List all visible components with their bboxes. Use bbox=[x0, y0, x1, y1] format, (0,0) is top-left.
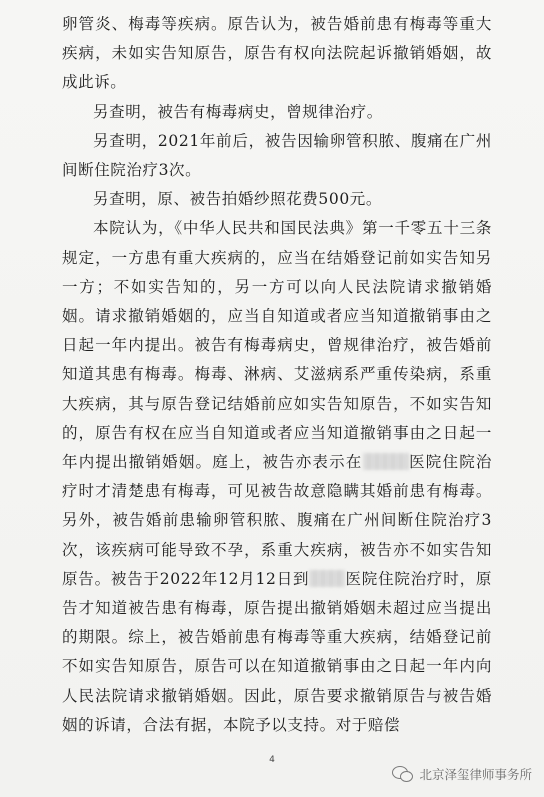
paragraph-wedding-photo-cost: 另查明，原、被告拍婚纱照花费500元。 bbox=[93, 190, 382, 209]
document-body bbox=[62, 10, 492, 740]
court-opinion-part-2: 医院住院治疗时才清楚患有梅毒，可见被告故意隐瞒其婚前患有梅毒。另外，被告婚前患输卵管积脓、腹痛在广州间断住院治疗3次，该疾病可能导致不孕，系重大疾病，被告亦不如实告知原告。被告于2022年12月12日到 bbox=[62, 453, 492, 588]
redacted-hospital-name bbox=[363, 453, 409, 470]
wechat-icon bbox=[392, 765, 414, 783]
court-opinion-part-3: 医院住院治疗时，原告才知道被告患有梅毒，原告提出撤销婚姻未超过应当提出的期限。综上，被告婚前患有梅毒等重大疾病，结婚登记前不如实告知原告，原告可以在知道撤销事由之日起一年内向人民法院请求撤销婚姻。因此，原告要求撤销原告与被告婚姻的诉请，合法有据，本院予以支持。对于赔偿 bbox=[62, 569, 492, 734]
redacted-hospital-name bbox=[309, 570, 345, 587]
watermark bbox=[392, 765, 532, 783]
paragraph-court-opinion bbox=[62, 214, 492, 740]
watermark-text: 北京泽玺律师事务所 bbox=[419, 767, 532, 782]
page-number: 4 bbox=[269, 755, 275, 765]
paragraph-hospitalization: 另查明，2021年前后，被告因输卵管积脓、腹痛在广州间断住院治疗3次。 bbox=[62, 131, 492, 180]
paragraph-syphilis-history: 另查明，被告有梅毒病史，曾规律治疗。 bbox=[93, 102, 383, 121]
court-opinion-part-1: 本院认为，《中华人民共和国民法典》第一千零五十三条规定，一方患有重大疾病的，应当在结婚登记前如实告知另一方；不如实告知的，另一方可以向人民法院请求撤销婚姻。请求撤销婚姻的，应当自知道或者应当知道撤销事由之日起一年内提出。被告有梅毒病史，曾规律治疗，被告婚前知道其患有梅毒。梅毒、淋病、艾滋病系严重传染病，系重大疾病，其与原告登记结婚前应如实告知原告，不如实告知的，原告有权在应当自知道或者应当知道撤销事由之日起一年内提出撤销婚姻。庭上，被告亦表示在 bbox=[62, 219, 492, 472]
paragraph-plaintiff-claim: 卵管炎、梅毒等疾病。原告认为，被告婚前患有梅毒等重大疾病，未如实告知原告，原告有权向法院起诉撤销婚姻，故成此诉。 bbox=[62, 15, 492, 92]
